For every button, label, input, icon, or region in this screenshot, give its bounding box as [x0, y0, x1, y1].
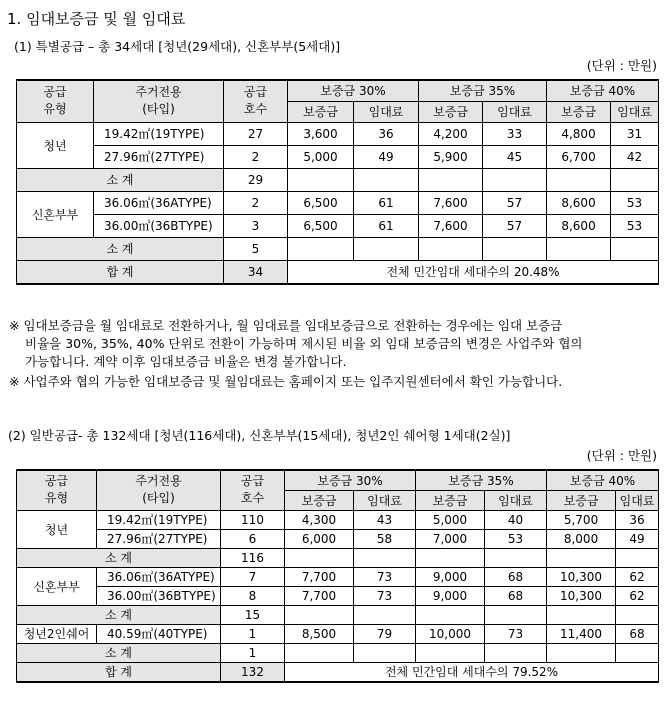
subtotal-label: 소 계 [17, 168, 224, 191]
subtotal-label: 소 계 [17, 605, 221, 624]
deposit-cell: 4,200 [419, 122, 483, 145]
count-cell: 7 [221, 567, 285, 586]
rent-cell: 49 [616, 529, 659, 548]
supply-type-cell: 청년 [17, 510, 97, 548]
rent-cell: 49 [354, 145, 419, 168]
subtotal-empty-cell [485, 548, 547, 567]
header-area: 주거전용 (타입) [97, 470, 221, 510]
subtotal-row [17, 643, 659, 662]
header-rent: 임대료 [354, 101, 419, 122]
deposit-cell: 11,400 [547, 624, 616, 643]
general-unit-label: (단위 : 만원) [586, 448, 657, 463]
subtotal-value: 116 [221, 548, 285, 567]
header-deposit-group: 보증금 40% [547, 80, 659, 101]
supply-type-cell: 신혼부부 [17, 567, 97, 605]
subtotal-empty-cell [616, 643, 659, 662]
table-row [17, 510, 659, 529]
area-cell: 36.06㎡(36ATYPE) [94, 191, 224, 214]
header-deposit: 보증금 [547, 101, 611, 122]
subtotal-empty-cell [547, 168, 611, 191]
deposit-cell: 7,600 [419, 191, 483, 214]
special-unit-label: (단위 : 만원) [586, 58, 657, 73]
rent-cell: 42 [611, 145, 659, 168]
header-count: 공급 호수 [221, 470, 285, 510]
header-deposit-group: 보증금 30% [288, 80, 419, 101]
total-row [17, 260, 659, 284]
table-row [17, 529, 659, 548]
subtotal-value: 15 [221, 605, 285, 624]
deposit-cell: 6,500 [288, 191, 354, 214]
rent-cell: 57 [483, 191, 547, 214]
header-deposit: 보증금 [288, 101, 354, 122]
subtotal-empty-cell [547, 605, 616, 624]
count-cell: 3 [224, 214, 288, 237]
count-cell: 8 [221, 586, 285, 605]
rent-cell: 53 [485, 529, 547, 548]
header-supply-type: 공급 유형 [17, 80, 94, 122]
note-line-2: 비율을 30%, 35%, 40% 단위로 전환이 가능하며 제시된 비율 외 임대 보증금의 변경은 사업주와 협의 [25, 336, 583, 351]
supply-type-cell: 청년 [17, 122, 94, 168]
subtotal-empty-cell [288, 237, 354, 260]
count-cell: 110 [221, 510, 285, 529]
subtotal-value: 29 [224, 168, 288, 191]
header-deposit: 보증금 [547, 490, 616, 510]
subtotal-empty-cell [354, 643, 416, 662]
subtotal-label: 소 계 [17, 643, 221, 662]
rent-cell: 58 [354, 529, 416, 548]
header-deposit: 보증금 [285, 490, 354, 510]
deposit-cell: 10,300 [547, 567, 616, 586]
table-row [17, 145, 659, 168]
rent-cell: 40 [485, 510, 547, 529]
count-cell: 2 [224, 145, 288, 168]
subtotal-empty-cell [354, 548, 416, 567]
subtotal-empty-cell [611, 168, 659, 191]
deposit-cell: 6,000 [285, 529, 354, 548]
rent-cell: 68 [616, 624, 659, 643]
subtotal-empty-cell [288, 168, 354, 191]
rent-cell: 68 [485, 567, 547, 586]
deposit-cell: 3,600 [288, 122, 354, 145]
total-note: 전체 민간임대 세대수의 79.52% [285, 662, 659, 682]
total-label: 합 계 [17, 260, 224, 284]
special-supply-title: (1) 특별공급 – 총 34세대 [청년(29세대), 신혼부부(5세대)] [14, 39, 341, 54]
deposit-cell: 4,800 [547, 122, 611, 145]
rent-cell: 53 [611, 214, 659, 237]
header-rent: 임대료 [616, 490, 659, 510]
subtotal-empty-cell [483, 168, 547, 191]
header-deposit: 보증금 [416, 490, 485, 510]
area-cell: 27.96㎡(27TYPE) [97, 529, 221, 548]
subtotal-empty-cell [616, 548, 659, 567]
general-supply-table [16, 469, 659, 683]
special-table-body [17, 80, 659, 284]
header-deposit-group: 보증금 35% [416, 470, 547, 490]
subtotal-row [17, 237, 659, 260]
deposit-cell: 4,300 [285, 510, 354, 529]
subtotal-row [17, 605, 659, 624]
note-line-1: ※ 임대보증금을 월 임대료로 전환하거나, 월 임대료를 임대보증금으로 전환하는 경우에는 임대 보증금 [9, 318, 563, 333]
deposit-cell: 5,000 [288, 145, 354, 168]
subtotal-label: 소 계 [17, 237, 224, 260]
rent-cell: 68 [485, 586, 547, 605]
header-rent: 임대료 [354, 490, 416, 510]
subtotal-empty-cell [485, 605, 547, 624]
header-row [17, 470, 659, 490]
area-cell: 19.42㎡(19TYPE) [97, 510, 221, 529]
deposit-cell: 10,000 [416, 624, 485, 643]
table-row [17, 586, 659, 605]
subtotal-empty-cell [419, 237, 483, 260]
note-line-3: 가능합니다. 계약 이후 임대보증금 비율은 변경 불가합니다. [25, 354, 347, 369]
subtotal-empty-cell [547, 643, 616, 662]
subtotal-label: 소 계 [17, 548, 221, 567]
section-heading: 1. 임대보증금 및 월 임대료 [7, 10, 186, 28]
total-row [17, 662, 659, 682]
subtotal-value: 5 [224, 237, 288, 260]
subtotal-empty-cell [416, 548, 485, 567]
subtotal-empty-cell [416, 643, 485, 662]
count-cell: 27 [224, 122, 288, 145]
subtotal-empty-cell [416, 605, 485, 624]
subtotal-empty-cell [616, 605, 659, 624]
subtotal-empty-cell [354, 605, 416, 624]
deposit-cell: 7,700 [285, 586, 354, 605]
header-deposit-group: 보증금 40% [547, 470, 659, 490]
supply-type-cell: 청년2인쉐어 [17, 624, 97, 643]
header-area: 주거전용 (타입) [94, 80, 224, 122]
rent-cell: 73 [485, 624, 547, 643]
rent-cell: 31 [611, 122, 659, 145]
header-deposit-group: 보증금 35% [419, 80, 547, 101]
rent-cell: 61 [354, 191, 419, 214]
subtotal-empty-cell [611, 237, 659, 260]
subtotal-value: 1 [221, 643, 285, 662]
deposit-cell: 9,000 [416, 586, 485, 605]
rent-cell: 79 [354, 624, 416, 643]
deposit-cell: 6,700 [547, 145, 611, 168]
rent-cell: 73 [354, 567, 416, 586]
rent-cell: 62 [616, 586, 659, 605]
count-cell: 6 [221, 529, 285, 548]
deposit-cell: 5,700 [547, 510, 616, 529]
subtotal-empty-cell [483, 237, 547, 260]
table-row [17, 214, 659, 237]
area-cell: 36.00㎡(36BTYPE) [94, 214, 224, 237]
subtotal-row [17, 168, 659, 191]
header-supply-type: 공급 유형 [17, 470, 97, 510]
header-deposit-group: 보증금 30% [285, 470, 416, 490]
deposit-cell: 7,000 [416, 529, 485, 548]
total-value: 132 [221, 662, 285, 682]
deposit-cell: 5,000 [416, 510, 485, 529]
subtotal-empty-cell [354, 237, 419, 260]
rent-cell: 33 [483, 122, 547, 145]
deposit-cell: 7,600 [419, 214, 483, 237]
rent-cell: 53 [611, 191, 659, 214]
subtotal-empty-cell [285, 605, 354, 624]
subtotal-empty-cell [419, 168, 483, 191]
rent-cell: 62 [616, 567, 659, 586]
rent-cell: 45 [483, 145, 547, 168]
area-cell: 36.06㎡(36ATYPE) [97, 567, 221, 586]
general-table-body [17, 470, 659, 682]
deposit-cell: 10,300 [547, 586, 616, 605]
deposit-cell: 8,600 [547, 214, 611, 237]
table-row [17, 191, 659, 214]
deposit-cell: 8,600 [547, 191, 611, 214]
rent-cell: 36 [616, 510, 659, 529]
subtotal-empty-cell [547, 237, 611, 260]
count-cell: 2 [224, 191, 288, 214]
deposit-cell: 7,700 [285, 567, 354, 586]
rent-cell: 43 [354, 510, 416, 529]
subtotal-empty-cell [354, 168, 419, 191]
header-rent: 임대료 [611, 101, 659, 122]
rent-cell: 57 [483, 214, 547, 237]
deposit-cell: 5,900 [419, 145, 483, 168]
area-cell: 36.00㎡(36BTYPE) [97, 586, 221, 605]
header-count: 공급 호수 [224, 80, 288, 122]
deposit-cell: 8,000 [547, 529, 616, 548]
rent-cell: 73 [354, 586, 416, 605]
rent-cell: 36 [354, 122, 419, 145]
rent-cell: 61 [354, 214, 419, 237]
total-label: 합 계 [17, 662, 221, 682]
total-note: 전체 민간임대 세대수의 20.48% [288, 260, 659, 284]
table-row [17, 122, 659, 145]
special-supply-table [16, 79, 659, 285]
area-cell: 19.42㎡(19TYPE) [94, 122, 224, 145]
total-value: 34 [224, 260, 288, 284]
area-cell: 40.59㎡(40TYPE) [97, 624, 221, 643]
deposit-cell: 6,500 [288, 214, 354, 237]
deposit-cell: 8,500 [285, 624, 354, 643]
table-row [17, 624, 659, 643]
general-supply-title: (2) 일반공급- 총 132세대 [청년(116세대), 신혼부부(15세대), 청년2인 쉐어형 1세대(2실)] [8, 428, 511, 443]
note-line-4: ※ 사업주와 협의 가능한 임대보증금 및 월임대료는 홈페이지 또는 입주지원센터에서 확인 가능합니다. [9, 374, 563, 389]
subtotal-empty-cell [485, 643, 547, 662]
area-cell: 27.96㎡(27TYPE) [94, 145, 224, 168]
subtotal-empty-cell [285, 643, 354, 662]
deposit-cell: 9,000 [416, 567, 485, 586]
table-row [17, 567, 659, 586]
count-cell: 1 [221, 624, 285, 643]
header-rent: 임대료 [485, 490, 547, 510]
header-rent: 임대료 [483, 101, 547, 122]
header-deposit: 보증금 [419, 101, 483, 122]
subtotal-empty-cell [285, 548, 354, 567]
subtotal-row [17, 548, 659, 567]
subtotal-empty-cell [547, 548, 616, 567]
header-row [17, 80, 659, 101]
supply-type-cell: 신혼부부 [17, 191, 94, 237]
